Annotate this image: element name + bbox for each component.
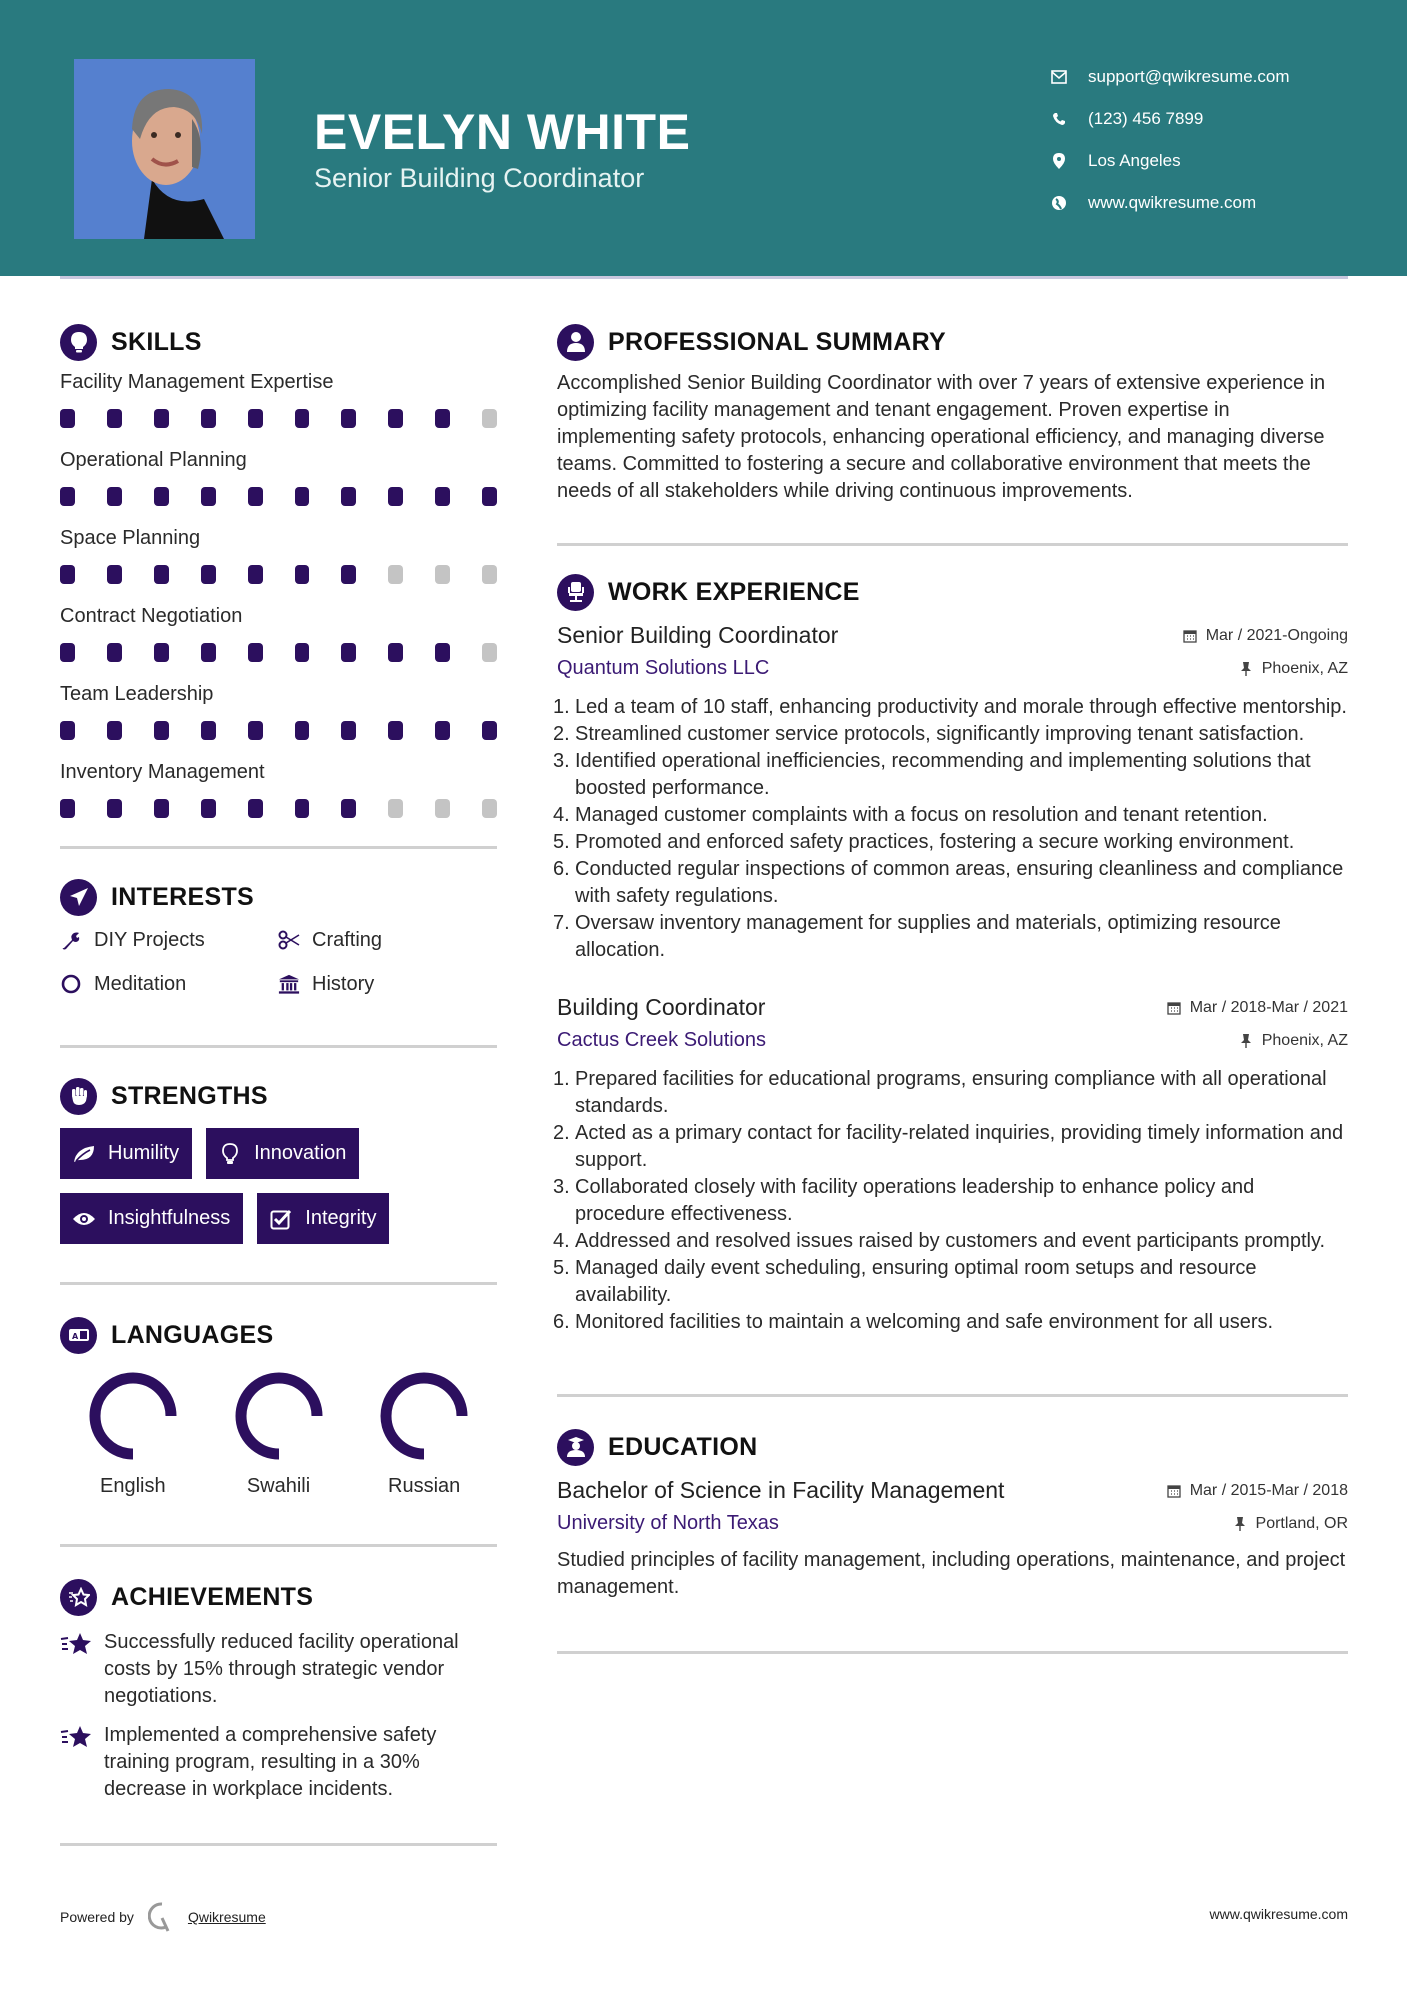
- strength-label: Integrity: [305, 1207, 377, 1229]
- rating-dot-filled: [201, 721, 216, 740]
- job-location-text: Phoenix, AZ: [1261, 1031, 1348, 1049]
- job-bullet: Conducted regular inspections of common areas, ensuring cleanliness and compliance with safety regulations.: [575, 858, 1344, 907]
- job-bullet: Prepared facilities for educational programs, ensuring compliance with all operational standards.: [575, 1068, 1327, 1117]
- rating-dot-filled: [341, 487, 356, 506]
- degree-title: Bachelor of Science in Facility Management: [557, 1477, 1005, 1503]
- contact-phone[interactable]: [1050, 98, 1290, 140]
- rating-dot-filled: [341, 409, 356, 428]
- rating-dot-filled: [60, 643, 75, 662]
- footer-website[interactable]: www.qwikresume.com: [1209, 1906, 1348, 1922]
- rating-dot-filled: [435, 409, 450, 428]
- skill-name: Inventory Management: [60, 761, 265, 783]
- contact-website[interactable]: [1050, 182, 1290, 224]
- rating-dot-empty: [482, 643, 497, 662]
- job-entry: [557, 994, 1348, 1336]
- rating-dot-filled: [107, 721, 122, 740]
- museum-icon: [278, 973, 300, 995]
- section-divider: [557, 543, 1348, 546]
- leaf-icon: [72, 1142, 96, 1166]
- candidate-name: EVELYN WHITE: [314, 104, 691, 160]
- rating-dot-filled: [435, 487, 450, 506]
- rating-dot-filled: [107, 487, 122, 506]
- rating-dot-filled: [154, 487, 169, 506]
- interest-item: [278, 925, 496, 955]
- section-divider: [60, 1544, 497, 1547]
- language-icon: [60, 1317, 97, 1354]
- powered-by-label: Powered by: [60, 1909, 134, 1925]
- job-company: Cactus Creek Solutions: [557, 1029, 766, 1051]
- job-location: [1238, 1032, 1348, 1050]
- rating-dot-filled: [341, 721, 356, 740]
- calendar-icon: [1182, 628, 1198, 644]
- language-progress-ring: [234, 1371, 324, 1461]
- rating-dot-filled: [248, 643, 263, 662]
- achievements-section: [60, 1577, 497, 1803]
- skill-name: Team Leadership: [60, 683, 214, 705]
- interest-item: [60, 969, 278, 999]
- skills-heading: SKILLS: [111, 327, 202, 356]
- footer-powered-by: [60, 1902, 266, 1932]
- job-bullet: Addressed and resolved issues raised by customers and event participants promptly.: [575, 1230, 1326, 1252]
- rating-dot-filled: [388, 643, 403, 662]
- job-bullet: Promoted and enforced safety practices, fostering a secure working environment.: [575, 831, 1295, 853]
- experience-section: [557, 572, 1348, 1336]
- rating-dot-filled: [248, 721, 263, 740]
- section-divider: [60, 1282, 497, 1285]
- right-column: [557, 322, 1348, 1654]
- rating-dot-empty: [482, 565, 497, 584]
- pushpin-icon: [1238, 661, 1254, 677]
- job-bullet: Streamlined customer service protocols, significantly improving tenant satisfaction.: [575, 723, 1305, 745]
- header-divider: [60, 276, 1348, 279]
- paper-plane-icon: [60, 879, 97, 916]
- job-bullet: Led a team of 10 staff, enhancing productivity and morale through effective mentorship.: [575, 696, 1347, 718]
- achievement-text: Successfully reduced facility operational costs by 15% through strategic vendor negotiations.: [104, 1631, 459, 1707]
- rating-dot-filled: [341, 643, 356, 662]
- circle-icon: [60, 973, 82, 995]
- interest-label: History: [312, 972, 375, 995]
- rating-dot-filled: [482, 721, 497, 740]
- star-speed-icon: [60, 1722, 92, 1803]
- skill-name: Contract Negotiation: [60, 605, 243, 627]
- interest-label: Crafting: [312, 928, 383, 951]
- interests-list: [60, 925, 497, 999]
- skill-rating: [60, 474, 497, 518]
- user-icon: [557, 324, 594, 361]
- skill-rating: [60, 396, 497, 440]
- interests-section: [60, 877, 497, 999]
- rating-dot-filled: [248, 565, 263, 584]
- job-location-text: Phoenix, AZ: [1261, 659, 1348, 677]
- brand-link[interactable]: Qwikresume: [187, 1909, 266, 1925]
- summary-text: Accomplished Senior Building Coordinator with over 7 years of extensive experience in optimizing facility management and tenant engagement. Proven expertise in implementing safety protocols, enhancing operational efficiency, and managing diverse teams. Committed to fostering a secure and collaborative environment that meets the needs of all stakeholders while driving continuous improvements.: [557, 372, 1326, 502]
- skill-rating: [60, 786, 497, 830]
- rating-dot-filled: [248, 409, 263, 428]
- rating-dot-filled: [435, 721, 450, 740]
- skills-section: [60, 322, 497, 830]
- left-column: [60, 322, 497, 1846]
- section-divider: [557, 1651, 1348, 1654]
- job-dates-text: Mar / 2021-Ongoing: [1205, 627, 1348, 644]
- achievement-item: [60, 1629, 497, 1710]
- language-label: Russian: [388, 1475, 461, 1497]
- rating-dot-filled: [388, 721, 403, 740]
- lightbulb-icon: [60, 324, 97, 361]
- education-dates: [1166, 1482, 1348, 1500]
- rating-dot-filled: [201, 487, 216, 506]
- rating-dot-filled: [60, 409, 75, 428]
- education-entry: [557, 1477, 1348, 1601]
- pushpin-icon: [1238, 1033, 1254, 1049]
- education-location-text: Portland, OR: [1255, 1514, 1348, 1532]
- achievement-text: Implemented a comprehensive safety training program, resulting in a 30% decrease in workplace incidents.: [104, 1724, 437, 1800]
- rating-dot-filled: [60, 721, 75, 740]
- rating-dot-empty: [482, 799, 497, 818]
- fist-icon: [60, 1078, 97, 1115]
- school-name: University of North Texas: [557, 1512, 779, 1534]
- job-bullets: [557, 694, 1348, 964]
- rating-dot-filled: [388, 409, 403, 428]
- rating-dot-filled: [482, 487, 497, 506]
- job-dates-text: Mar / 2018-Mar / 2021: [1189, 999, 1348, 1016]
- candidate-title: Senior Building Coordinator: [314, 163, 645, 193]
- globe-icon: [1050, 194, 1068, 212]
- rating-dot-empty: [435, 799, 450, 818]
- section-divider: [60, 846, 497, 849]
- languages-list: [60, 1371, 497, 1498]
- contact-email-text: support@qwikresume.com: [1088, 67, 1290, 86]
- section-divider: [60, 1045, 497, 1048]
- section-divider: [557, 1394, 1348, 1397]
- rating-dot-filled: [248, 799, 263, 818]
- calendar-icon: [1166, 1483, 1182, 1499]
- job-dates: [1166, 999, 1348, 1017]
- education-section: [557, 1427, 1348, 1601]
- portrait-image: [74, 59, 255, 239]
- header-banner: [0, 0, 1407, 276]
- education-description: Studied principles of facility management, including operations, maintenance, and project management.: [557, 1549, 1346, 1598]
- rating-dot-filled: [60, 799, 75, 818]
- phone-icon: [1050, 110, 1068, 128]
- skills-list: [60, 368, 497, 830]
- summary-section: [557, 322, 1348, 505]
- skill-name: Operational Planning: [60, 449, 247, 471]
- svg-text:A: A: [71, 1332, 78, 1341]
- strength-badge: [257, 1193, 389, 1244]
- skill-rating: [60, 708, 497, 752]
- rating-dot-filled: [295, 721, 310, 740]
- job-entry: [557, 622, 1348, 964]
- job-title: Senior Building Coordinator: [557, 622, 839, 648]
- wrench-icon: [60, 929, 82, 951]
- contact-location-text: Los Angeles: [1088, 151, 1181, 170]
- language-progress-ring: [88, 1371, 178, 1461]
- checkbox-icon: [269, 1207, 293, 1231]
- rating-dot-filled: [295, 643, 310, 662]
- job-bullet: Oversaw inventory management for supplies and materials, optimizing resource allocation.: [575, 912, 1281, 961]
- strength-badge: [60, 1193, 243, 1244]
- language-label: Swahili: [246, 1475, 311, 1497]
- skill-name: Facility Management Expertise: [60, 371, 334, 393]
- job-company: Quantum Solutions LLC: [557, 657, 770, 679]
- rating-dot-empty: [435, 565, 450, 584]
- rating-dot-empty: [388, 799, 403, 818]
- contact-list: [1050, 56, 1290, 224]
- rating-dot-filled: [154, 799, 169, 818]
- rating-dot-filled: [201, 565, 216, 584]
- rating-dot-filled: [248, 487, 263, 506]
- education-location: [1232, 1515, 1348, 1533]
- languages-heading: LANGUAGES: [111, 1320, 274, 1349]
- language-item: [60, 1371, 206, 1498]
- rating-dot-filled: [107, 799, 122, 818]
- rating-dot-filled: [295, 409, 310, 428]
- language-item: [206, 1371, 352, 1498]
- language-progress-ring: [379, 1371, 469, 1461]
- language-item: [351, 1371, 497, 1498]
- scissors-icon: [278, 929, 300, 951]
- star-badge-icon: [60, 1579, 97, 1616]
- rating-dot-filled: [154, 721, 169, 740]
- interest-item: [278, 969, 496, 999]
- interests-heading: INTERESTS: [111, 882, 254, 911]
- rating-dot-filled: [154, 565, 169, 584]
- contact-email[interactable]: [1050, 56, 1290, 98]
- pushpin-icon: [1232, 1516, 1248, 1532]
- rating-dot-filled: [107, 565, 122, 584]
- star-speed-icon: [60, 1629, 92, 1710]
- rating-dot-filled: [60, 565, 75, 584]
- rating-dot-filled: [295, 565, 310, 584]
- interest-item: [60, 925, 278, 955]
- rating-dot-filled: [201, 409, 216, 428]
- rating-dot-filled: [435, 643, 450, 662]
- education-dates-text: Mar / 2015-Mar / 2018: [1189, 1482, 1348, 1499]
- section-divider: [60, 1843, 497, 1846]
- rating-dot-filled: [107, 409, 122, 428]
- skill-name: Space Planning: [60, 527, 201, 549]
- rating-dot-empty: [388, 565, 403, 584]
- rating-dot-filled: [60, 487, 75, 506]
- strengths-list: [60, 1128, 460, 1244]
- job-bullet: Monitored facilities to maintain a welcoming and safe environment for all users.: [575, 1311, 1274, 1333]
- job-title: Building Coordinator: [557, 994, 766, 1020]
- envelope-icon: [1050, 68, 1068, 86]
- experience-heading: WORK EXPERIENCE: [608, 577, 860, 606]
- job-bullets: [557, 1066, 1348, 1336]
- rating-dot-filled: [154, 643, 169, 662]
- rating-dot-filled: [341, 799, 356, 818]
- rating-dot-filled: [201, 799, 216, 818]
- qwikresume-logo-icon: [148, 1902, 176, 1932]
- strengths-heading: STRENGTHS: [111, 1081, 268, 1110]
- language-label: English: [100, 1475, 166, 1497]
- calendar-icon: [1166, 1000, 1182, 1016]
- languages-section: [60, 1315, 497, 1498]
- skill-rating: [60, 552, 497, 596]
- summary-heading: PROFESSIONAL SUMMARY: [608, 327, 946, 356]
- eye-icon: [72, 1207, 96, 1231]
- job-bullet: Managed daily event scheduling, ensuring optimal room setups and resource availability.: [575, 1257, 1257, 1306]
- contact-website-text: www.qwikresume.com: [1088, 193, 1257, 212]
- education-heading: EDUCATION: [608, 1432, 758, 1461]
- contact-phone-text: (123) 456 7899: [1088, 109, 1204, 128]
- strength-badge: [206, 1128, 359, 1179]
- interest-label: DIY Projects: [94, 928, 205, 951]
- strength-badge: [60, 1128, 192, 1179]
- strength-label: Insightfulness: [108, 1207, 231, 1229]
- rating-dot-filled: [295, 487, 310, 506]
- rating-dot-empty: [482, 409, 497, 428]
- map-marker-icon: [1050, 152, 1068, 170]
- rating-dot-filled: [201, 643, 216, 662]
- rating-dot-filled: [341, 565, 356, 584]
- rating-dot-filled: [388, 487, 403, 506]
- rating-dot-filled: [154, 409, 169, 428]
- rating-dot-filled: [295, 799, 310, 818]
- job-dates: [1182, 627, 1348, 645]
- skill-rating: [60, 630, 497, 674]
- lightbulb-icon: [218, 1142, 242, 1166]
- strength-label: Humility: [108, 1142, 180, 1164]
- achievements-heading: ACHIEVEMENTS: [111, 1582, 314, 1611]
- contact-location: [1050, 140, 1290, 182]
- graduate-icon: [557, 1429, 594, 1466]
- profile-photo: [74, 59, 255, 239]
- rating-dot-filled: [107, 643, 122, 662]
- achievement-item: [60, 1722, 497, 1803]
- job-bullet: Identified operational inefficiencies, recommending and implementing solutions that boosted performance.: [575, 750, 1311, 799]
- job-bullet: Collaborated closely with facility operations leadership to enhance policy and procedure effectiveness.: [575, 1176, 1255, 1225]
- job-location: [1238, 660, 1348, 678]
- strengths-section: [60, 1076, 497, 1244]
- interest-label: Meditation: [94, 972, 187, 995]
- job-bullet: Managed customer complaints with a focus on resolution and tenant retention.: [575, 804, 1268, 826]
- strength-label: Innovation: [254, 1142, 347, 1164]
- job-bullet: Acted as a primary contact for facility-related inquiries, providing timely information and support.: [575, 1122, 1344, 1171]
- office-chair-icon: [557, 574, 594, 611]
